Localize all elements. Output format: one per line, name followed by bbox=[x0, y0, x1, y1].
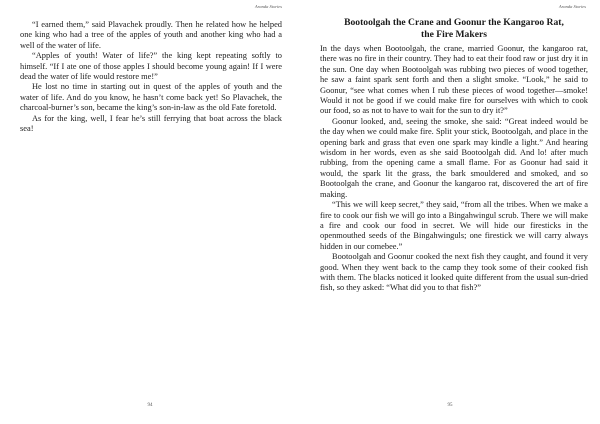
paragraph: “Apples of youth! Water of life?” the king kept repeating softly to himself. “If I ate one of those apples I should become young again! If I were dead the water of life would restore me!” bbox=[20, 51, 282, 82]
story-title bbox=[320, 17, 588, 41]
left-body-text bbox=[20, 20, 282, 134]
paragraph: As for the king, well, I fear he’s still ferrying that boat across the black sea! bbox=[20, 113, 282, 134]
right-body-text bbox=[320, 44, 588, 294]
running-head: Aranda Stories bbox=[558, 4, 586, 9]
title-line: Bootoolgah the Crane and Goonur the Kangaroo Rat, bbox=[344, 17, 564, 28]
paragraph: “I earned them,” said Plavachek proudly. Then he related how he helped one king who had a tree of the apples of youth and another king who had a well of the water of life. bbox=[20, 20, 282, 50]
paragraph: He lost no time in starting out in quest of the apples of youth and the water of life. And do you know, he hasn’t come back yet! So Plavachek, the charcoal-burner’s son, became the king’s son-in-law as the old Fate foretold. bbox=[20, 82, 282, 113]
running-head: Aranda Stories bbox=[254, 4, 282, 9]
page-number: 95 bbox=[447, 403, 453, 408]
page-number: 94 bbox=[147, 403, 153, 408]
paragraph: “This we will keep secret,” they said, “from all the tribes. When we make a fire to cook our fish we will go into a Bingahwingul scrub. There we will make a fire and cook our food in secret. We will hide our firesticks in the openmouthed seeds of the Bingahwinguls; one firestick we will carry always hidden in our comebee.” bbox=[320, 200, 588, 251]
paragraph: Bootoolgah and Goonur cooked the next fish they caught, and found it very good. When they went back to the camp they took some of their cooked fish with them. The blacks noticed it looked quite different from the usual sun-dried fish, so they asked: “What did you to that fish?” bbox=[320, 252, 588, 293]
paragraph: Goonur looked, and, seeing the smoke, she said: “Great indeed would be the day when we could make fire. Split your stick, Bootoolgah, and place in the opening bark and grass that even one spark may kindle a light.” And hearing wisdom in her words, even as she said Bootoolgah did. And lo! after much rubbing, from the opening came a small flame. For as Goonur had said it would, the spark lit the grass, the bark smouldered and smoked, and so Bootoolgah the crane, and Goonur the kangaroo rat, discovered the art of fire making. bbox=[320, 116, 588, 199]
paragraph: In the days when Bootoolgah, the crane, married Goonur, the kangaroo rat, there was no fire in their country. They had to eat their food raw or just dry it in the sun. One day when Bootoolgah was rubbing two pieces of wood together, he saw a faint spark sent forth and then a slight smoke. “Look,” he said to Goonur, “see what comes when I rub these pieces of wood together—smoke! Would it not be good if we could make fire for ourselves with which to cook our food, so as not to have to wait for the sun to dry it?” bbox=[320, 44, 588, 116]
title-line: the Fire Makers bbox=[421, 29, 487, 40]
right-page bbox=[300, 0, 600, 424]
